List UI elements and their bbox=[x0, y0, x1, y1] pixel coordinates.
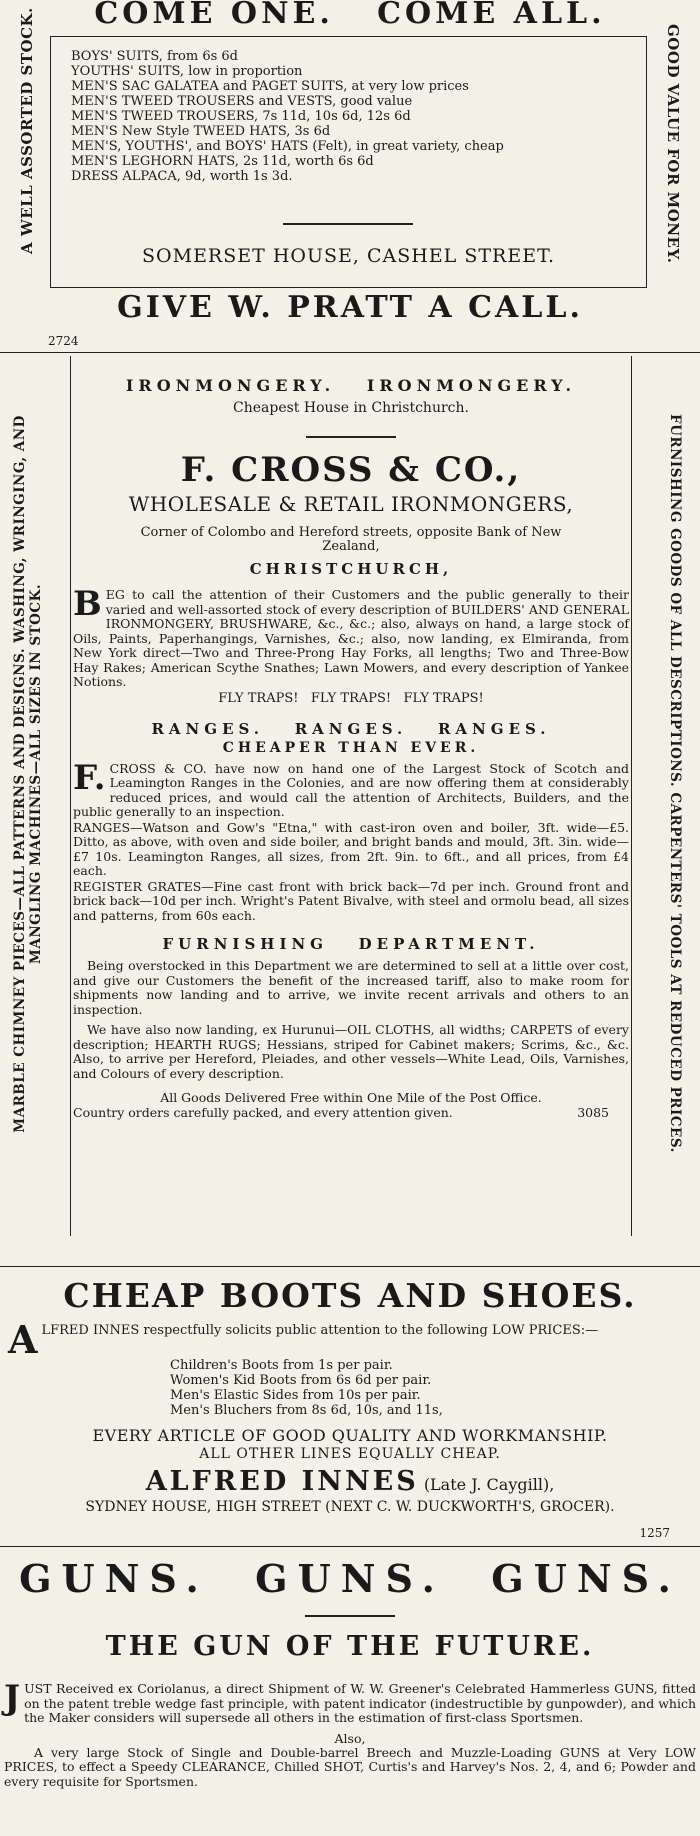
landing-paragraph: We have also now landing, ex Hurunui—OIL CLOTHS, all widths; CARPETS of every description; HEARTH RUGS; Hessians, striped for Cabinet makers; Scrims, &c., &c. Also, to arrive per Hereford, Pleiades, and other vessels—White Lead, Oils, Varnishes, and Colours of every description. bbox=[73, 1022, 629, 1081]
mangling-side-inner: MANGLING MACHINES—ALL SIZES IN STOCK. bbox=[28, 583, 44, 965]
list-item: Women's Kid Boots from 6s 6d per pair. bbox=[170, 1373, 432, 1388]
every-article: EVERY ARTICLE OF GOOD QUALITY AND WORKMANSHIP. bbox=[92, 1426, 608, 1445]
divider bbox=[0, 1546, 700, 1547]
divider bbox=[0, 352, 700, 353]
just-received bbox=[4, 1678, 696, 1726]
just-text: UST Received ex Coriolanus, a direct Shipment of W. W. Greener's Celebrated Hammerless GUNS, fitted on the patent treble wedge fast principle, with patent indicator (indestructible by gunpowder), and which the Maker considers will supersede all others in the estimation of first-class Sportsmen. bbox=[24, 1681, 696, 1725]
gun-future-subhead: THE GUN OF THE FUTURE. bbox=[105, 1631, 595, 1662]
country-line bbox=[73, 1106, 629, 1120]
innes-intro bbox=[8, 1317, 698, 1362]
ranges-paragraph: RANGES—Watson and Gow's "Etna," with cast-iron oven and boiler, 3ft. wide—£5. Ditto, as above, with oven and side boiler, and bright bands and mould, 3ft. 3in. wide—£7 10s. Leamington Ranges, all sizes, from 2ft. 9in. to 6ft., and all prices, from £4 each. bbox=[73, 819, 629, 878]
divider bbox=[305, 1615, 395, 1617]
drop-cap: A bbox=[8, 1317, 38, 1362]
ad-number: 1257 bbox=[639, 1526, 670, 1540]
pratt-item-list bbox=[71, 49, 504, 184]
cheaper-line: CHEAPER THAN EVER. bbox=[222, 739, 480, 756]
beg-text: EG to call the attention of their Customers and the public generally to their varied and well-assorted stock of every description of BUILDERS' AND GENERAL IRONMONGERY, BRUSHWARE, &c., &c.; also, always on hand, a large stock of Oils, Paints, Paperhangings, Varnishes, &c.; also, now landing, ex Elmiranda, from New York direct—Two and Three-Prong Hay Forks, all lengths; Two and Three-Bow Hay Rakes; American Scythe Snathes; Lawn Mowers, and every description of Yankee Notions. bbox=[73, 587, 629, 689]
cross-text: CROSS & CO. have now on hand one of the Largest Stock of Scotch and Leamington Ranges in the Colonies, and are now offering them at considerably reduced prices, and would call the attention of Architects, Builders, and the public generally to an inspection. bbox=[73, 760, 629, 819]
innes-prices bbox=[170, 1356, 700, 1418]
all-other-lines: ALL OTHER LINES EQUALLY CHEAP. bbox=[199, 1446, 501, 1462]
advert-cross bbox=[0, 356, 700, 1246]
also-line: Also, bbox=[334, 1730, 366, 1746]
cross-box bbox=[70, 356, 632, 1236]
list-item: BOYS' SUITS, from 6s 6d bbox=[71, 49, 239, 64]
good-value-side: GOOD VALUE FOR MONEY. bbox=[664, 24, 682, 264]
furnishing-head: FURNISHING DEPARTMENT. bbox=[162, 935, 540, 953]
list-item: Men's Bluchers from 8s 6d, 10s, and 11s, bbox=[170, 1403, 443, 1418]
fly-traps: FLY TRAPS! FLY TRAPS! FLY TRAPS! bbox=[218, 690, 484, 706]
divider bbox=[0, 1266, 700, 1267]
city-line: CHRISTCHURCH, bbox=[249, 560, 453, 578]
list-item: MEN'S TWEED TROUSERS and VESTS, good value bbox=[71, 94, 413, 109]
list-item: Men's Elastic Sides from 10s per pair. bbox=[170, 1388, 421, 1403]
beg-paragraph bbox=[73, 584, 629, 690]
innes-name: ALFRED INNES bbox=[145, 1466, 419, 1497]
advert-innes bbox=[0, 1270, 700, 1550]
trade-line: WHOLESALE & RETAIL IRONMONGERS, bbox=[128, 492, 574, 516]
marble-side-outer: MARBLE CHIMNEY PIECES—ALL PATTERNS AND DESIGNS. WASHING, WRINGING, AND bbox=[12, 415, 28, 1133]
grates-paragraph: REGISTER GRATES—Fine cast front with brick back—7d per inch. Ground front and brick back—10d per inch. Wright's Patent Bivalve, with steel and ormolu bead, all sizes and patterns, from 60s each. bbox=[73, 878, 629, 923]
somerset-address: SOMERSET HOUSE, CASHEL STREET. bbox=[142, 245, 555, 267]
ironmongery-line: IRONMONGERY. IRONMONGERY. bbox=[125, 376, 577, 395]
list-item: Children's Boots from 1s per pair. bbox=[170, 1358, 393, 1373]
ranges-head: RANGES. RANGES. RANGES. bbox=[151, 719, 551, 738]
innes-intro-text: LFRED INNES respectfully solicits public attention to the following LOW PRICES:— bbox=[41, 1323, 599, 1338]
list-item: DRESS ALPACA, 9d, worth 1s 3d. bbox=[71, 169, 293, 184]
pratt-box bbox=[50, 36, 647, 288]
advert-guns bbox=[0, 1552, 700, 1836]
cross-paragraph bbox=[73, 757, 629, 820]
boots-headline: CHEAP BOOTS AND SHOES. bbox=[63, 1276, 637, 1315]
ad-number: 2724 bbox=[48, 334, 79, 348]
innes-name-line bbox=[0, 1466, 700, 1497]
list-item: MEN'S SAC GALATEA and PAGET SUITS, at very low prices bbox=[71, 79, 469, 94]
guns-headline: GUNS. GUNS. GUNS. bbox=[19, 1556, 681, 1601]
furnishing-side: FURNISHING GOODS OF ALL DESCRIPTIONS. CARPENTERS' TOOLS AT REDUCED PRICES. bbox=[667, 414, 683, 1153]
stock-paragraph: A very large Stock of Single and Double-barrel Breech and Muzzle-Loading GUNS at Very LOW PRICES, to effect a Speedy CLEARANCE, Chilled SHOT, Curtis's and Harvey's Nos. 2, 4, and 6; Powder and every requisite for Sportsmen. bbox=[4, 1744, 696, 1789]
furnishing-paragraph: Being overstocked in this Department we are determined to sell at a little over cost, and give our Customers the benefit of the increased tariff, also to make room for shipments now landing and to arrive, we invite recent arrivals and others to an inspection. bbox=[73, 958, 629, 1017]
list-item: MEN'S LEGHORN HATS, 2s 11d, worth 6s 6d bbox=[71, 154, 374, 169]
drop-cap: B bbox=[73, 584, 102, 624]
drop-cap: J bbox=[4, 1678, 21, 1718]
list-item: MEN'S TWEED TROUSERS, 7s 11d, 10s 6d, 12s 6d bbox=[71, 109, 411, 124]
innes-address: SYDNEY HOUSE, HIGH STREET (NEXT C. W. DUCKWORTH'S, GROCER). bbox=[85, 1499, 615, 1515]
innes-late: (Late J. Caygill), bbox=[423, 1475, 555, 1494]
firm-name: F. CROSS & CO., bbox=[180, 450, 522, 490]
come-one-headline: COME ONE. COME ALL. bbox=[94, 0, 606, 31]
divider bbox=[283, 223, 413, 225]
list-item: YOUTHS' SUITS, low in proportion bbox=[71, 64, 303, 79]
list-item: MEN'S New Style TWEED HATS, 3s 6d bbox=[71, 124, 331, 139]
drop-cap: F. bbox=[73, 757, 106, 798]
country-text: Country orders carefully packed, and every attention given. bbox=[73, 1105, 453, 1120]
ad-number: 3085 bbox=[577, 1105, 609, 1120]
advert-pratt bbox=[0, 0, 700, 350]
well-assorted-side: A WELL ASSORTED STOCK. bbox=[18, 7, 36, 254]
list-item: MEN'S, YOUTHS', and BOYS' HATS (Felt), in great variety, cheap bbox=[71, 139, 504, 154]
delivered-line: All Goods Delivered Free within One Mile of the Post Office. bbox=[160, 1090, 542, 1105]
corner-line: Corner of Colombo and Hereford streets, opposite Bank of New Zealand, bbox=[140, 525, 562, 554]
give-pratt-call: GIVE W. PRATT A CALL. bbox=[117, 290, 583, 325]
cheapest-line: Cheapest House in Christchurch. bbox=[233, 400, 469, 416]
divider bbox=[306, 436, 396, 438]
